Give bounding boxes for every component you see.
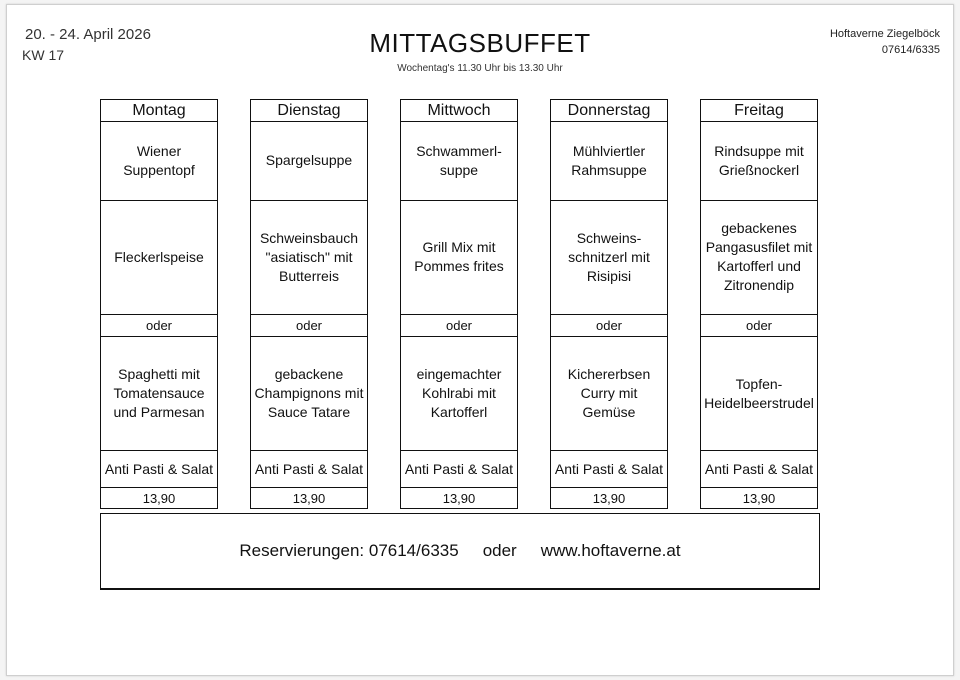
side-dish: Anti Pasti & Salat xyxy=(701,451,817,488)
day-column-tuesday xyxy=(250,99,368,509)
soup: Schwammerl-suppe xyxy=(401,122,517,201)
side-dish: Anti Pasti & Salat xyxy=(401,451,517,488)
website-link[interactable]: www.hoftaverne.at xyxy=(540,541,681,560)
day-column-friday xyxy=(700,99,818,509)
main-dish-1: Fleckerlspeise xyxy=(101,201,217,315)
side-dish: Anti Pasti & Salat xyxy=(551,451,667,488)
day-name: Mittwoch xyxy=(401,100,517,122)
day-name: Montag xyxy=(101,100,217,122)
calendar-week: KW 17 xyxy=(22,47,65,63)
day-column-monday xyxy=(100,99,218,509)
main-dish-2: gebackene Champignons mit Sauce Tatare xyxy=(251,337,367,451)
date-range: 20. - 24. April 2026 xyxy=(25,26,151,43)
price: 13,90 xyxy=(742,490,776,506)
day-column-wednesday xyxy=(400,99,518,509)
opening-hours: Wochentag's 11.30 Uhr bis 13.30 Uhr xyxy=(397,63,563,74)
main-dish-2: eingemachter Kohlrabi mit Kartofferl xyxy=(401,337,517,451)
day-name: Freitag xyxy=(701,100,817,122)
main-dish-2: Spaghetti mit Tomatensauce und Parmesan xyxy=(101,337,217,451)
price: 13,90 xyxy=(442,490,476,506)
soup: Mühlviertler Rahmsuppe xyxy=(551,122,667,201)
day-column-thursday xyxy=(550,99,668,509)
main-dish-1: Schweinsbauch "asiatisch" mit Butterreis xyxy=(251,201,367,315)
day-name: Donnerstag xyxy=(551,100,667,122)
or-separator: oder xyxy=(101,315,217,337)
price: 13,90 xyxy=(592,490,626,506)
price: 13,90 xyxy=(142,490,176,506)
restaurant-name: Hoftaverne Ziegelböck xyxy=(829,28,940,40)
price: 13,90 xyxy=(292,490,326,506)
restaurant-info xyxy=(830,26,940,58)
reservation-box xyxy=(100,513,820,590)
or-separator: oder xyxy=(551,315,667,337)
or-separator: oder xyxy=(401,315,517,337)
side-dish: Anti Pasti & Salat xyxy=(251,451,367,488)
soup: Wiener Suppentopf xyxy=(101,122,217,201)
main-dish-1: Grill Mix mit Pommes frites xyxy=(401,201,517,315)
main-dish-2: Topfen-Heidelbeerstrudel xyxy=(701,337,817,451)
main-dish-1: gebackenes Pangasusfilet mit Kartofferl und Zitronendip xyxy=(701,201,817,315)
side-dish: Anti Pasti & Salat xyxy=(101,451,217,488)
or-separator: oder xyxy=(701,315,817,337)
soup: Spargelsuppe xyxy=(251,122,367,201)
reservation-phone: Reservierungen: 07614/6335 xyxy=(239,541,459,560)
main-dish-1: Schweins-schnitzerl mit Risipisi xyxy=(551,201,667,315)
main-dish-2: Kichererbsen Curry mit Gemüse xyxy=(551,337,667,451)
page-title: MITTAGSBUFFET xyxy=(369,28,591,58)
or-separator: oder xyxy=(482,541,517,560)
restaurant-phone: 07614/6335 xyxy=(881,44,940,56)
soup: Rindsuppe mit Grießnockerl xyxy=(701,122,817,201)
day-name: Dienstag xyxy=(251,100,367,122)
or-separator: oder xyxy=(251,315,367,337)
